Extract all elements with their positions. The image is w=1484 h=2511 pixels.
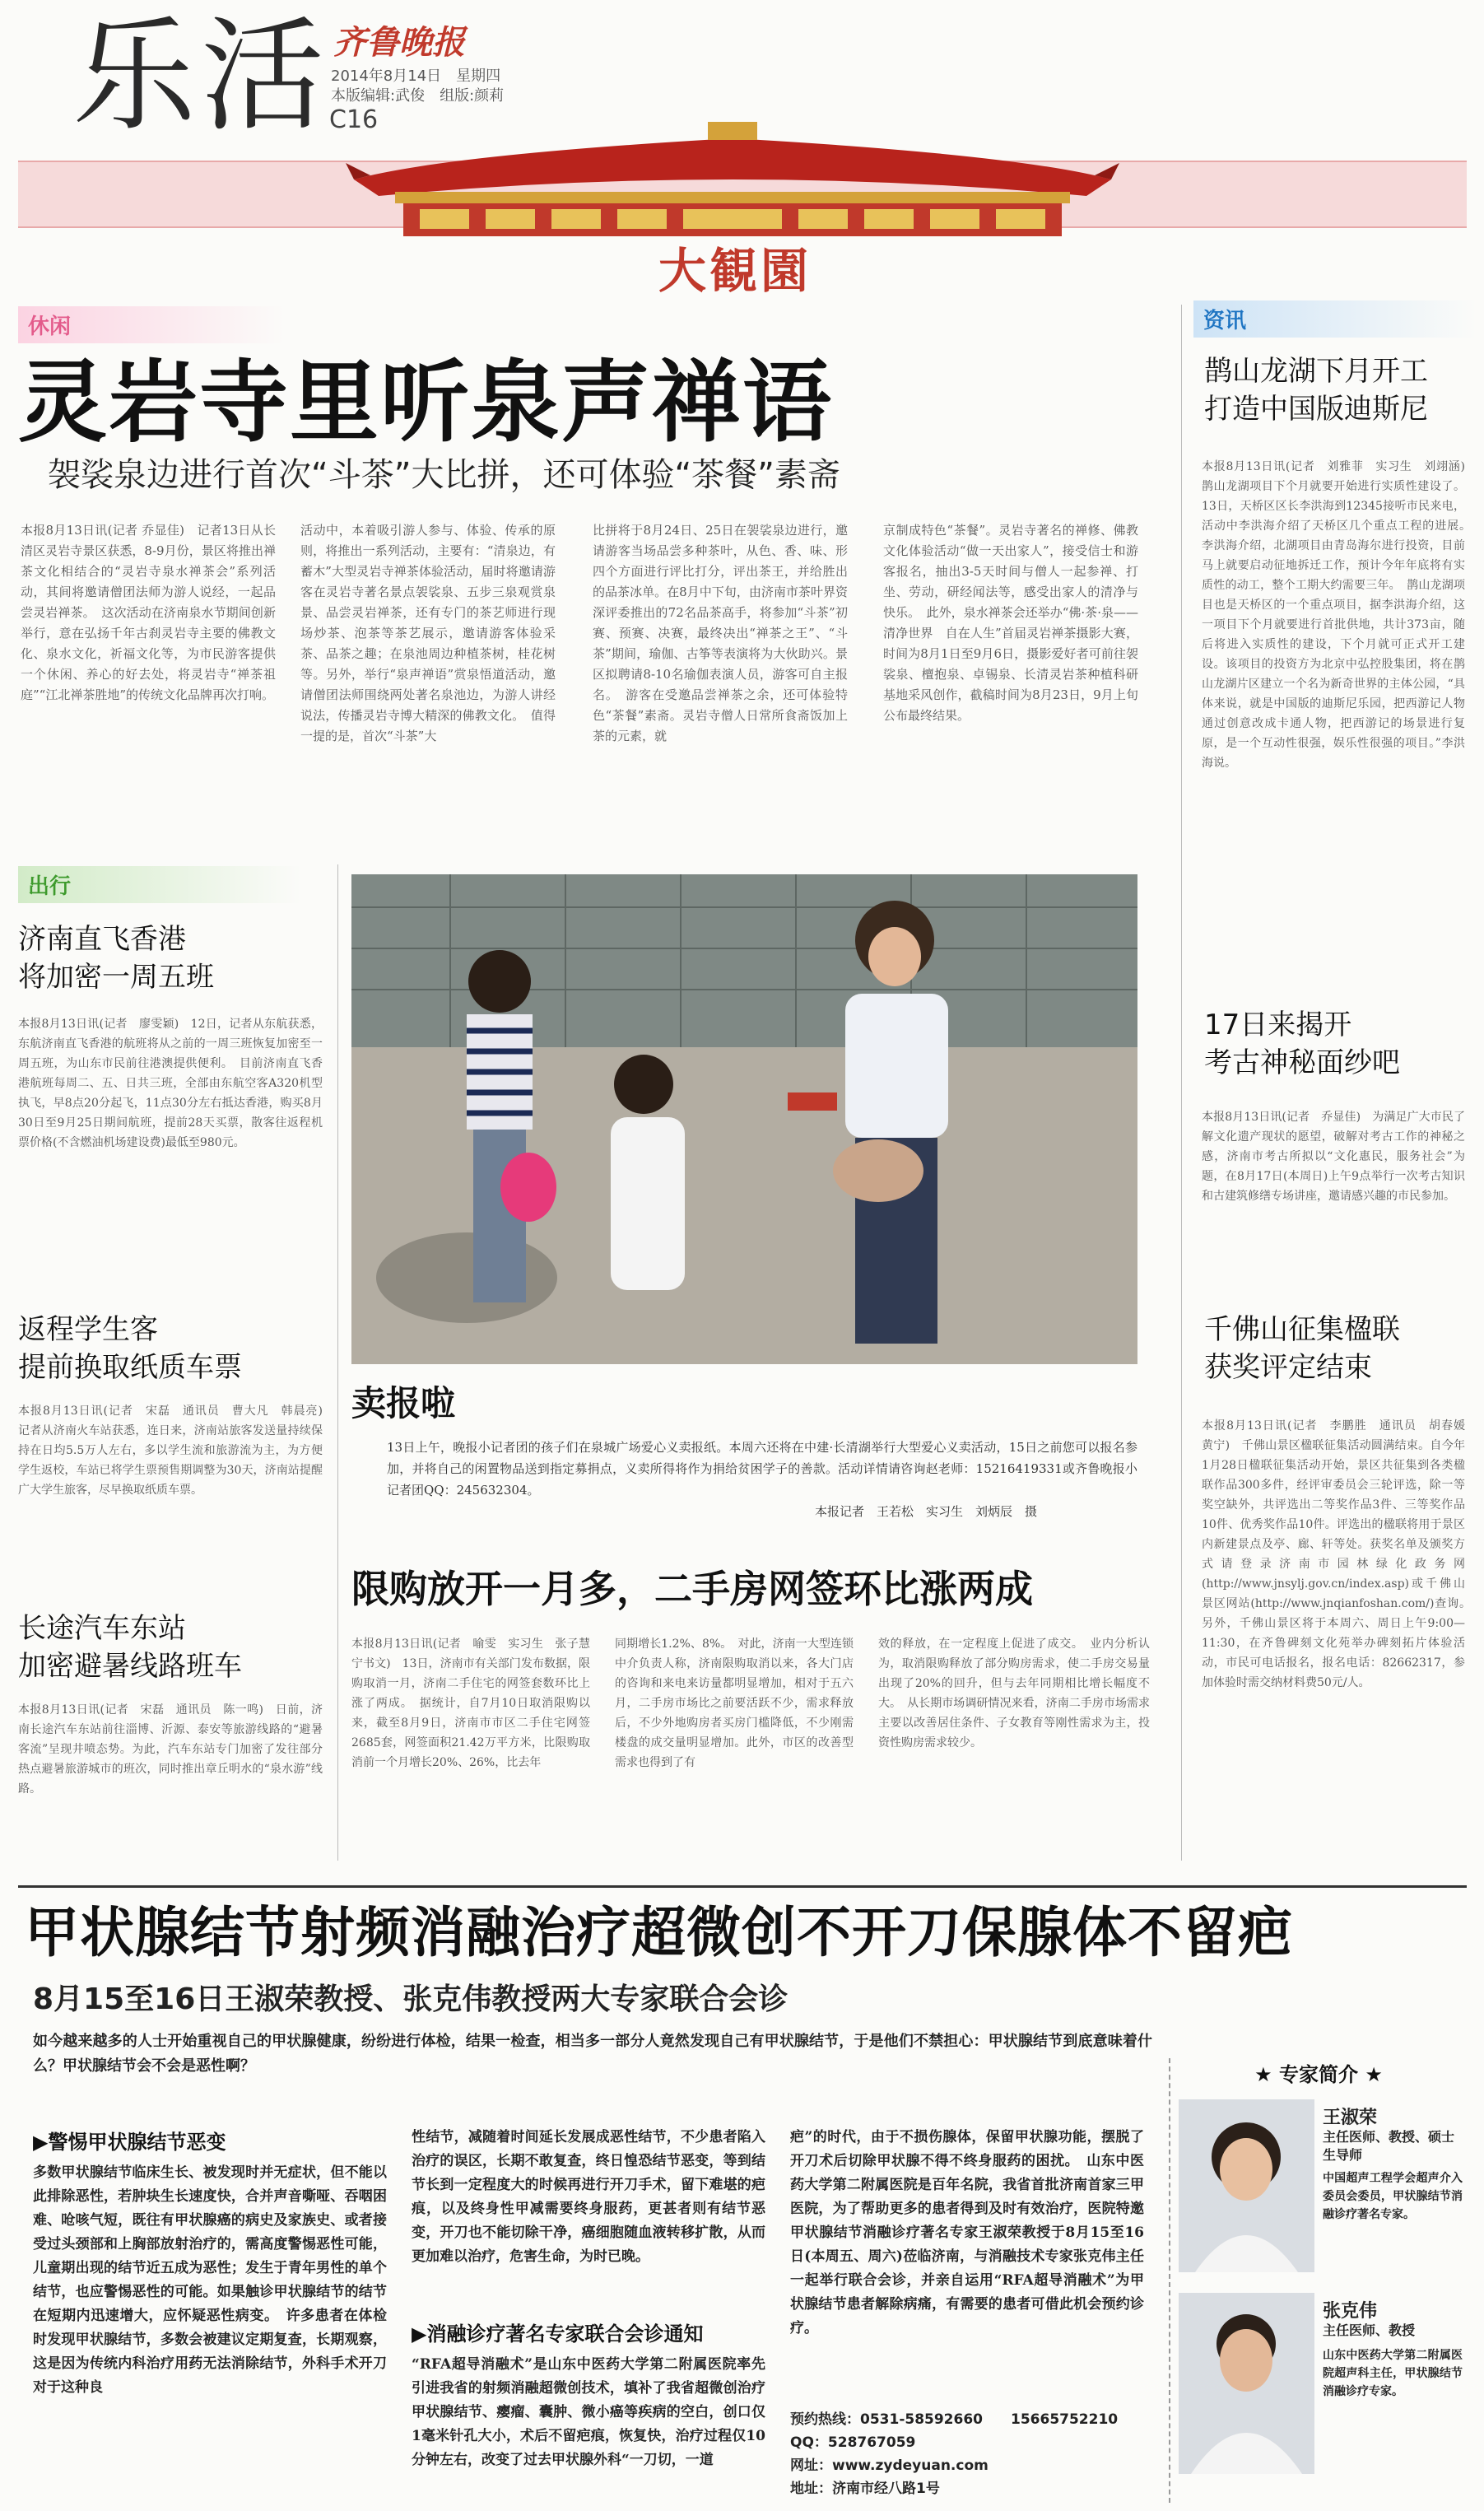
date-line: 2014年8月14日 星期四 — [331, 68, 501, 85]
right-story-3-body: 本报8月13日讯(记者 李鹏胜 通讯员 胡春媛 黄宁) 千佛山景区楹联征集活动圆满结束。自今年1月28日楹联征集活动开始，景区共征集到各类楹联作品300多件，经评审委员会三轮评选，除一等奖空缺外，共评选出二等奖作品3件、三等奖作品10件、优秀奖作品10件。评选出的楹联将用于景区内新建景点及亭、廊、轩等处。获奖名单及颁奖方式请登录济南市园林绿化政务网(http://www.jnsylj.gov.cn/index.asp)或千佛山景区网站(http://www.jnqianfoshan.com/)查询。 另外，千佛山景区将于本周六、周日上午9:00—11:30，在齐鲁碑刻文化苑举办碑刻拓片体验活动，市民可电话报名，报名电话：82662317，参加体验时需交纳材料费50元/人。 — [1202, 1419, 1477, 1689]
lead-col-1: 本报8月13日讯(记者 乔显佳) 记者13日从长清区灵岩寺景区获悉，8-9月份，景区将推出禅茶文化相结合的“灵岩寺泉水禅茶会”系列活动，其间将邀请僧团法师为游人说经，一起品尝灵岩禅茶。 这次活动在济南泉水节期间创新举行，意在弘扬千年古刹灵岩寺主要的佛教文化、泉水文化，祈福文化等，为市民游客提供一个休闲、养心的好去处，将灵岩寺“禅茶祖庭”“江北禅茶胜地”的传统文化品牌再次打响。 — [21, 523, 276, 702]
contact-row-qq — [790, 2431, 1144, 2454]
housing-headline: 限购放开一月多，二手房网签环比涨两成 — [351, 1567, 1033, 1611]
photo-caption-title: 卖报啦 — [351, 1383, 456, 1423]
expert-1-desc: 中国超声工程学会超声介入委员会委员，甲状腺结节消融诊疗著名专家。 — [1323, 2172, 1463, 2221]
contact-label: 网址： — [790, 2457, 832, 2474]
contact-label: 预约热线： — [790, 2411, 860, 2428]
expert-2-desc: 山东中医药大学第二附属医院超声科主任，甲状腺结节消融诊疗专家。 — [1323, 2349, 1463, 2398]
contact-label: 地址： — [790, 2481, 832, 2497]
contact-row-web — [790, 2454, 1144, 2477]
contact-phone: 0531-58592660 15665752210 — [860, 2411, 1119, 2428]
ad-col1-heading: ▶警惕甲状腺结节恶变 — [33, 2131, 226, 2154]
expert-2-title: 主任医师、教授 — [1323, 2322, 1416, 2338]
expert-photo-1 — [1179, 2099, 1314, 2272]
section-tag-news: 资讯 — [1193, 300, 1477, 338]
sidebar-divider — [1181, 305, 1182, 1861]
masthead — [0, 0, 1484, 299]
left-divider — [337, 864, 338, 1861]
expert-photo-2 — [1179, 2293, 1314, 2474]
housing-col-2: 同期增长1.2%、8%。 对此，济南一大型连锁中介负责人称，济南限购取消以来，各大门店的咨询和来电来访量都明显增加，相对于五六月，二手房市场比之前要活跃不少，需求释放后，不少外地购房者买房门槛降低，不少刚需楼盘的成交量明显增加。此外，市区的改善型需求也得到了有 — [615, 1638, 854, 1769]
contact-website: www.zydeyuan.com — [832, 2457, 989, 2474]
paper-name-logo: 齐鲁晚报 — [333, 23, 465, 62]
right-story-1-title: 鹊山龙湖下月开工 打造中国版迪斯尼 — [1204, 355, 1428, 426]
portrait-icon — [1179, 2293, 1314, 2474]
photo-scene — [351, 874, 1137, 1364]
contact-address: 济南市经八路1号 — [832, 2481, 940, 2497]
lead-col-3: 比拼将于8月24日、25日在袈裟泉边进行，邀请游客当场品尝多种茶叶，从色、香、味、形四个方面进行评比打分，评出茶王，并给胜出的品茶冰单。在8月中下旬，由济南市茶叶界资深评委推出的72名品茶高手，将参加“斗茶”初赛、预赛、决赛，最终决出“禅茶之王”、“斗茶”期间，瑜伽、古筝等表演将为大伙助兴。景区拟聘请8-10名瑜伽表演人员，游客可自主报名。 游客在受邀品尝禅茶之余，还可体验特色“茶餐”素斋。灵岩寺僧人日常所食斋饭加上茶的元素，就 — [593, 523, 848, 743]
column-logo: 大観園 — [658, 243, 812, 299]
portrait-icon — [1179, 2099, 1314, 2272]
ad-intro: 如今越来越多的人士开始重视自己的甲状腺健康，纷纷进行体检，结果一检查，相当多一部分人竟然发现自己有甲状腺结节，于是他们不禁担心：甲状腺结节到底意味着什么？甲状腺结节会不会是恶性啊？ — [33, 2033, 1152, 2075]
right-story-2-body: 本报8月13日讯(记者 乔显佳) 为满足广大市民了解文化遗产现状的愿望，破解对考古工作的神秘之感，济南市考古所拟以“文化惠民，服务社会”为题，在8月17日(本周日)上午9点举行一次考古知识和古建筑修缮专场讲座，邀请感兴趣的市民参加。 — [1202, 1111, 1465, 1203]
expert-2-name: 张克伟 — [1323, 2301, 1378, 2322]
ad-col2-body: 性结节，减随着时间延长发展成恶性结节，不少患者陷入治疗的误区，长期不敢复查，终日惶恐结节恶变，等到结节长到一定程度大的时候再进行开刀手术，留下难堪的疤痕，以及终身性甲减需要终身服药，更甚者则有结节恶变，开刀也不能切除干净，癌细胞随血液转移扩散，从而更加难以治疗，危害生命，为时已晚。 — [412, 2129, 765, 2265]
editor-line: 本版编辑:武俊 组版:颜莉 — [331, 87, 505, 105]
ad-col3-body: 疤”的时代，由于不损伤腺体，保留甲状腺功能，摆脱了开刀术后切除甲状腺不得不终身服药的困扰。 山东中医药大学第二附属医院是百年名院，我省首批济南首家三甲医院，为了帮助更多的患者得到及时有效治疗，医院特邀甲状腺结节消融诊疗著名专家王淑荣教授于8月15至16日(本周五、周六)莅临济南，与消融技术专家张克伟主任一起举行联合会诊，并亲自运用“RFA超导消融术”为甲状腺结节患者解除病痛，有需要的患者可借此机会预约诊疗。 — [790, 2129, 1144, 2336]
temple-roof-icon — [346, 105, 1119, 254]
ad-subhead: 8月15至16日王淑荣教授、张克伟教授两大专家联合会诊 — [33, 1982, 789, 2016]
lead-col-4: 京制成特色“茶餐”。灵岩寺著名的禅修、佛教文化体验活动“做一天出家人”，接受信士和游客报名，抽出3-5天时间与僧人一起参禅、打坐、劳动，研经闻法等，感受出家人的清净与快乐。 此外，泉水禅茶会还举办“佛·茶·泉——清净世界 自在人生”首届灵岩禅茶摄影大赛，时间为8月1日至9月6日，摄影爱好者可前往袈裟泉、檀抱泉、卓锡泉、长清灵岩茶种植科研基地采风创作，截稿时间为8月23日，9月上旬公布最终结果。 — [883, 523, 1138, 723]
ad-top-rule — [18, 1885, 1467, 1888]
lead-subheadline: 袈裟泉边进行首次“斗茶”大比拼，还可体验“茶餐”素斋 — [48, 456, 840, 494]
expert-box — [1169, 2058, 1467, 2503]
expert-1-title: 主任医师、教授、硕士生导师 — [1323, 2129, 1455, 2163]
photo-credit: 本报记者 王若松 实习生 刘炳辰 摄 — [815, 1504, 1038, 1519]
left-story-2-body: 本报8月13日讯(记者 宋磊 通讯员 曹大凡 韩晨亮) 记者从济南火车站获悉，连日来，济南站旅客发送量持续保持在日均5.5万人左右，多以学生流和旅游流为主，为方便学生返校，车站已将学生票预售期调整为30天，济南站提醒广大学生旅客，尽早换取纸质车票。 — [18, 1405, 334, 1497]
left-story-1-title: 济南直飞香港 将加密一周五班 — [18, 923, 214, 994]
section-title: 乐活 — [72, 5, 330, 148]
left-story-2-title: 返程学生客 提前换取纸质车票 — [18, 1313, 242, 1384]
news-photo — [351, 874, 1137, 1364]
photo-caption-body: 13日上午，晚报小记者团的孩子们在泉城广场爱心义卖报纸。本周六还将在中建·长清湖举行大型爱心义卖活动，15日之前您可以报名参加，并将自己的闲置物品送到指定募捐点，义卖所得将作为捐给贫困学子的善款。活动详情请咨询赵老师：15216419331或齐鲁晚报小记者团QQ：245632304。 — [387, 1440, 1137, 1498]
left-story-3-body: 本报8月13日讯(记者 宋磊 通讯员 陈一鸣) 日前，济南长途汽车东站前往淄博、沂源、泰安等旅游线路的“避暑客流”呈现井喷态势。为此，汽车东站专门加密了发往部分热点避暑旅游城市的班次，同时推出章丘明水的“泉水游”线路。 — [18, 1703, 323, 1796]
contact-row-address — [790, 2477, 1144, 2500]
contact-qq: 528767059 — [827, 2434, 916, 2451]
ad-col2b-body: “RFA超导消融术”是山东中医药大学第二附属医院率先引进我省的射频消融超微创技术，填补了我省超微创治疗甲状腺结节、瘿瘤、囊肿、微小癌等疾病的空白，创口仅1毫米针孔大小，术后不留疤痕，恢复快，治疗过程仅10分钟左右，改变了过去甲状腺外科“一刀切，一道 — [412, 2356, 765, 2468]
right-story-2-title: 17日来揭开 考古神秘面纱吧 — [1204, 1009, 1400, 1079]
section-tag-travel: 出行 — [18, 866, 301, 903]
contact-label: QQ： — [790, 2434, 828, 2451]
left-story-3-title: 长途汽车东站 加密避暑线路班车 — [18, 1612, 242, 1683]
lead-headline: 灵岩寺里听泉声禅语 — [18, 352, 834, 454]
ad-headline: 甲状腺结节射频消融治疗超微创不开刀保腺体不留疤 — [25, 1901, 1293, 1964]
expert-1-name: 王淑荣 — [1323, 2108, 1378, 2128]
right-story-1-body: 本报8月13日讯(记者 刘雅菲 实习生 刘翊涵) 鹊山龙湖项目下个月就要开始进行实质性建设了。13日，天桥区区长李洪海到12345接听市民来电，活动中李洪海介绍了天桥区几个重点工程的进展。 李洪海介绍，北湖项目由青岛海尔进行投资，目前马上就要启动征地拆迁工作，预计今年年底将有实质性的动工，整个工期大约需要三年。 鹊山龙湖项目也是天桥区的一个重点项目，据李洪海介绍，这一项目下个月就要进行首批供地，共计373亩，随后将进入实质性的建设，下个月就可正式开工建设。该项目的投资方为北京中弘控股集团，将在鹊山龙湖片区建立一个名为新奇世界的主体公园，“具体来说，就是中国版的迪斯尼乐园，把西游记人物通过创意改成卡通人物，把西游记的场景进行复原，是一个互动性很强，娱乐性很强的项目。”李洪海说。 — [1202, 460, 1477, 770]
ad-col1-body: 多数甲状腺结节临床生长、被发现时并无症状，但不能以此排除恶性，若肿块生长速度快，合并声音嘶哑、吞咽困难、呛咳气短，既往有甲状腺癌的病史及家族史、或者接受过头颈部和上胸部放射治疗的，需高度警惕恶性可能，儿童期出现的结节近五成为恶性；发生于青年男性的单个结节，也应警惕恶性的可能。如果触诊甲状腺结节的结节在短期内迅速增大，应怀疑恶性病变。 许多患者在体检时发现甲状腺结节，多数会被建议定期复查，长期观察，这是因为传统内科治疗用药无法消除结节，外科手术开刀对于这种良 — [33, 2164, 387, 2396]
housing-col-3: 效的释放，在一定程度上促进了成交。 业内分析认为，取消限购释放了部分购房需求，使二手房交易量出现了20%的回升，但与去年同期相比增长幅度不大。 从长期市场调研情况来看，济南二手房市场需求主要以改善居住条件、子女教育等刚性需求为主，投资性购房需求较少。 — [878, 1638, 1150, 1749]
ad-col2-heading: ▶消融诊疗著名专家联合会诊通知 — [412, 2322, 704, 2346]
right-story-3-title: 千佛山征集楹联 获奖评定结束 — [1204, 1313, 1400, 1384]
section-tag-leisure: 休闲 — [18, 306, 285, 343]
lead-col-2: 活动中，本着吸引游人参与、体验、传承的原则，将推出一系列活动，主要有：“清泉边，有蓄木”大型灵岩寺禅茶体验活动，届时将邀请游客在灵岩寺著名景点袈裟泉、五步三泉观赏泉景、品尝灵岩禅茶，还有专门的茶艺师进行现场炒茶、泡茶等茶艺展示，邀请游客体验采茶、品茶之趣；在泉池周边种植茶树，桂花树等。另外，举行“泉声禅语”赏泉悟道活动，邀请僧团法师围绕两处著名泉池边，为游人讲经说法，传播灵岩寺博大精深的佛教文化。 值得一提的是，首次“斗茶”大 — [300, 523, 556, 743]
page-number: C16 — [329, 105, 379, 134]
left-story-1-body: 本报8月13日讯(记者 廖雯颖) 12日，记者从东航获悉，东航济南直飞香港的航班将从之前的一周三班恢复加密至一周五班，为山东市民前往港澳提供便利。 目前济南直飞香港航班每周二、五、日共三班，全部由东航空客A320机型执飞，早8点20分起飞，11点30分左右抵达香港，购买8月30日至9月25日期间航班，提前28天买票，散客往返程机票价格(不含燃油机场建设费)最低至980元。 — [18, 1018, 323, 1149]
expert-box-title: ★ 专家简介 ★ — [1254, 2063, 1383, 2086]
contact-row-phone — [790, 2408, 1144, 2431]
housing-col-1: 本报8月13日讯(记者 喻雯 实习生 张子慧 宁书文) 13日，济南市有关部门发布数据，限购取消一月，济南二手住宅的网签套数环比上涨了两成。 据统计，自7月10日取消限购以来，截至8月9日，济南市市区二手住宅网签2685套，网签面积21.42万平方米，比限购取消前一个月增长20%、26%，比去年 — [351, 1638, 602, 1769]
ad-contacts — [790, 2408, 1144, 2500]
